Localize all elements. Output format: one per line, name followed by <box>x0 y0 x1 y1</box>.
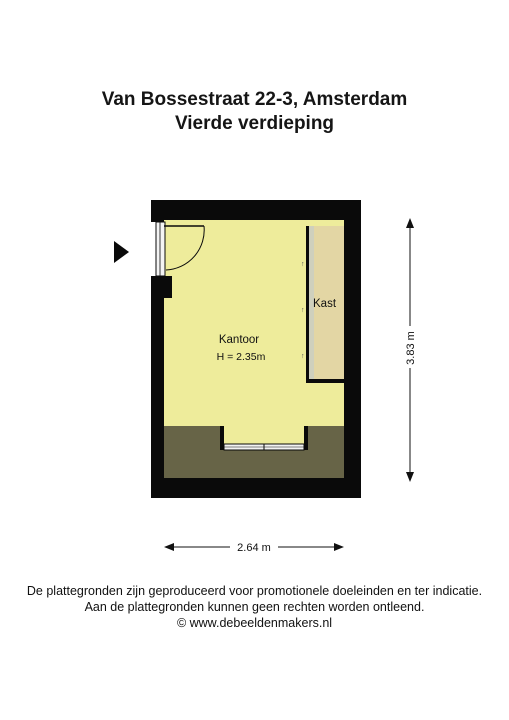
disclaimer <box>0 583 509 631</box>
width-label: 2.64 m <box>237 542 271 554</box>
disclaimer-line-1: De plattegronden zijn geproduceerd voor promotionele doeleinden en ter indicatie. <box>26 584 483 598</box>
width-arrow-left-icon <box>164 543 174 551</box>
copyright-line: © www.debeeldenmakers.nl <box>176 616 333 630</box>
closet-wall-bottom <box>306 379 344 383</box>
floor-title: Vierde verdieping <box>174 113 335 134</box>
socket-mark-2: ↑ <box>301 307 305 314</box>
wall-under-door <box>151 276 172 298</box>
height-arrow-top-icon <box>406 218 414 228</box>
closet-wall-left <box>306 226 309 382</box>
entrance-arrow-icon <box>114 241 129 263</box>
bay-wall-left <box>220 426 224 450</box>
socket-mark-1: ↑ <box>301 261 305 268</box>
height-arrow-bottom-icon <box>406 472 414 482</box>
address-title: Van Bossestraat 22-3, Amsterdam <box>101 89 408 110</box>
bay-wall-right <box>304 426 308 450</box>
socket-mark-3: ↑ <box>301 353 305 360</box>
bay-floor <box>224 426 304 444</box>
room-height: H = 2.35m <box>216 351 266 363</box>
width-arrow-right-icon <box>334 543 344 551</box>
wall-notch <box>151 200 172 220</box>
right-wall <box>344 200 361 498</box>
room-name: Kantoor <box>218 334 260 346</box>
disclaimer-line-2: Aan de plattegronden kunnen geen rechten worden ontleend. <box>84 600 425 614</box>
height-label: 3.83 m <box>405 331 417 365</box>
closet-name: Kast <box>313 298 337 310</box>
door-frame <box>156 222 165 276</box>
